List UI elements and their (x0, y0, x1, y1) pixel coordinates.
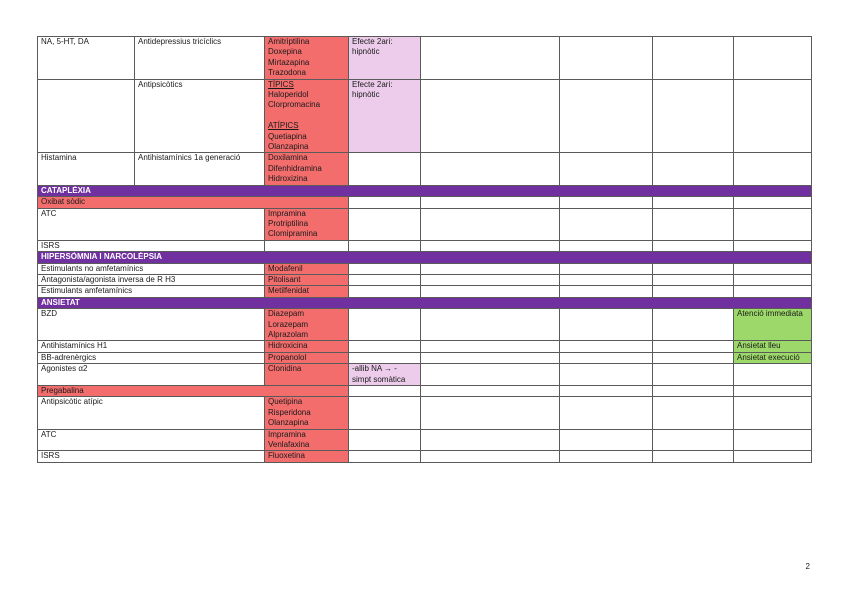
drug-name: Modafenil (265, 263, 349, 274)
note-cell: Ansietat execució (734, 352, 812, 363)
drug-name: Protriptilina (268, 218, 309, 228)
effect-cell: -allib NA → - simpt somàtica (349, 364, 421, 386)
drug-name: Pitolisant (265, 274, 349, 285)
table-row (38, 364, 812, 386)
drug-class-cell: Antihistamínics H1 (38, 341, 265, 352)
drug-class-cell: Antipsicòtic atípic (38, 397, 265, 429)
drug-name: Alprazolam (268, 329, 309, 339)
table-row (38, 208, 812, 240)
section-header-row (38, 297, 812, 308)
drug-class-cell: BB-adrenèrgics (38, 352, 265, 363)
neurotransmitter-cell: Histamina (38, 153, 135, 185)
drug-name: Diazepam (268, 309, 305, 319)
drug-name: Metilfenidat (265, 286, 349, 297)
drug-class-cell: ISRS (38, 240, 265, 251)
table-row (38, 397, 812, 429)
drug-name: Olanzapina (268, 418, 309, 428)
drug-class-cell: ATC (38, 208, 265, 240)
drug-name: Quetipina (268, 397, 303, 407)
table-row (38, 309, 812, 341)
drug-name: Quetiapina (268, 131, 307, 141)
drug-class-cell: Antidepressius tricíclics (135, 37, 265, 80)
drug-name: Propanolol (265, 352, 349, 363)
drug-class-cell: Estimulants no amfetamínics (38, 263, 265, 274)
section-header-row (38, 185, 812, 196)
drug-name: Clorpromacina (268, 100, 321, 110)
table-row (38, 37, 812, 80)
atypical-heading: ATÍPICS (268, 121, 299, 131)
drug-name: Amitriptilina (268, 37, 310, 46)
drug-class-cell: Antipsicòtics (135, 79, 265, 153)
drug-name: Hidroxicina (265, 341, 349, 352)
drug-name: Impramina (268, 429, 306, 439)
drug-class-cell: Agonistes α2 (38, 364, 265, 386)
drug-class-cell: ATC (38, 429, 265, 451)
drug-class-cell: Antihistamínics 1a generació (135, 153, 265, 185)
table-row (38, 197, 812, 208)
note-cell: Ansietat lleu (734, 341, 812, 352)
drug-name: Mirtazapina (268, 57, 310, 67)
drug-name: Hidroxizina (268, 174, 308, 184)
drug-name: Impramina (268, 208, 306, 218)
drug-class-cell: ISRS (38, 451, 265, 462)
drug-name: Lorazepam (268, 319, 309, 329)
drug-name: Olanzapina (268, 142, 309, 152)
drug-name: Risperidona (268, 407, 311, 417)
table-row (38, 352, 812, 363)
table-row (38, 286, 812, 297)
table-row (38, 153, 812, 185)
drug-list-cell (265, 79, 349, 153)
drug-name: Clomipramina (268, 229, 318, 239)
effect-cell: Efecte 2ari: hipnòtic (349, 79, 421, 153)
drug-class-cell: Estimulants amfetamínics (38, 286, 265, 297)
table-row (38, 429, 812, 451)
drug-list-cell (265, 153, 349, 185)
drug-class-cell: BZD (38, 309, 265, 341)
drug-list-cell (265, 309, 349, 341)
table-row (38, 263, 812, 274)
page-number: 2 (805, 562, 810, 571)
drug-class-cell: Antagonista/agonista inversa de R H3 (38, 274, 265, 285)
table-row (38, 274, 812, 285)
drug-band-cell: Pregabalina (38, 386, 349, 397)
drug-name: Haloperidol (268, 90, 309, 100)
neurotransmitter-cell: NA, 5-HT, DA (38, 37, 135, 80)
table-row (38, 386, 812, 397)
pharmacology-table (37, 36, 812, 463)
effect-cell: Efecte 2ari: hipnòtic (349, 37, 421, 80)
drug-name: Fluoxetina (265, 451, 349, 462)
table-row (38, 240, 812, 251)
drug-name: Doxepina (268, 47, 302, 57)
drug-list-cell (265, 208, 349, 240)
drug-name: Clonidina (265, 364, 349, 386)
drug-list-cell (265, 37, 349, 80)
drug-name: Difenhidramina (268, 163, 322, 173)
drug-name: Venlafaxina (268, 440, 310, 450)
drug-list-cell (265, 429, 349, 451)
drug-band-cell: Oxibat sòdic (38, 197, 349, 208)
table-row (38, 451, 812, 462)
drug-list-cell (265, 397, 349, 429)
section-title: CATAPLÈXIA (38, 185, 812, 196)
section-title: ANSIETAT (38, 297, 812, 308)
table-row (38, 79, 812, 153)
drug-name: Trazodona (268, 68, 306, 78)
section-title: HIPERSÒMNIA I NARCOLÈPSIA (38, 252, 812, 263)
drug-name: Doxilamina (268, 153, 308, 163)
typical-heading: TÍPICS (268, 79, 294, 89)
note-cell: Atenció immediata (734, 309, 812, 341)
table-row (38, 341, 812, 352)
section-header-row (38, 252, 812, 263)
